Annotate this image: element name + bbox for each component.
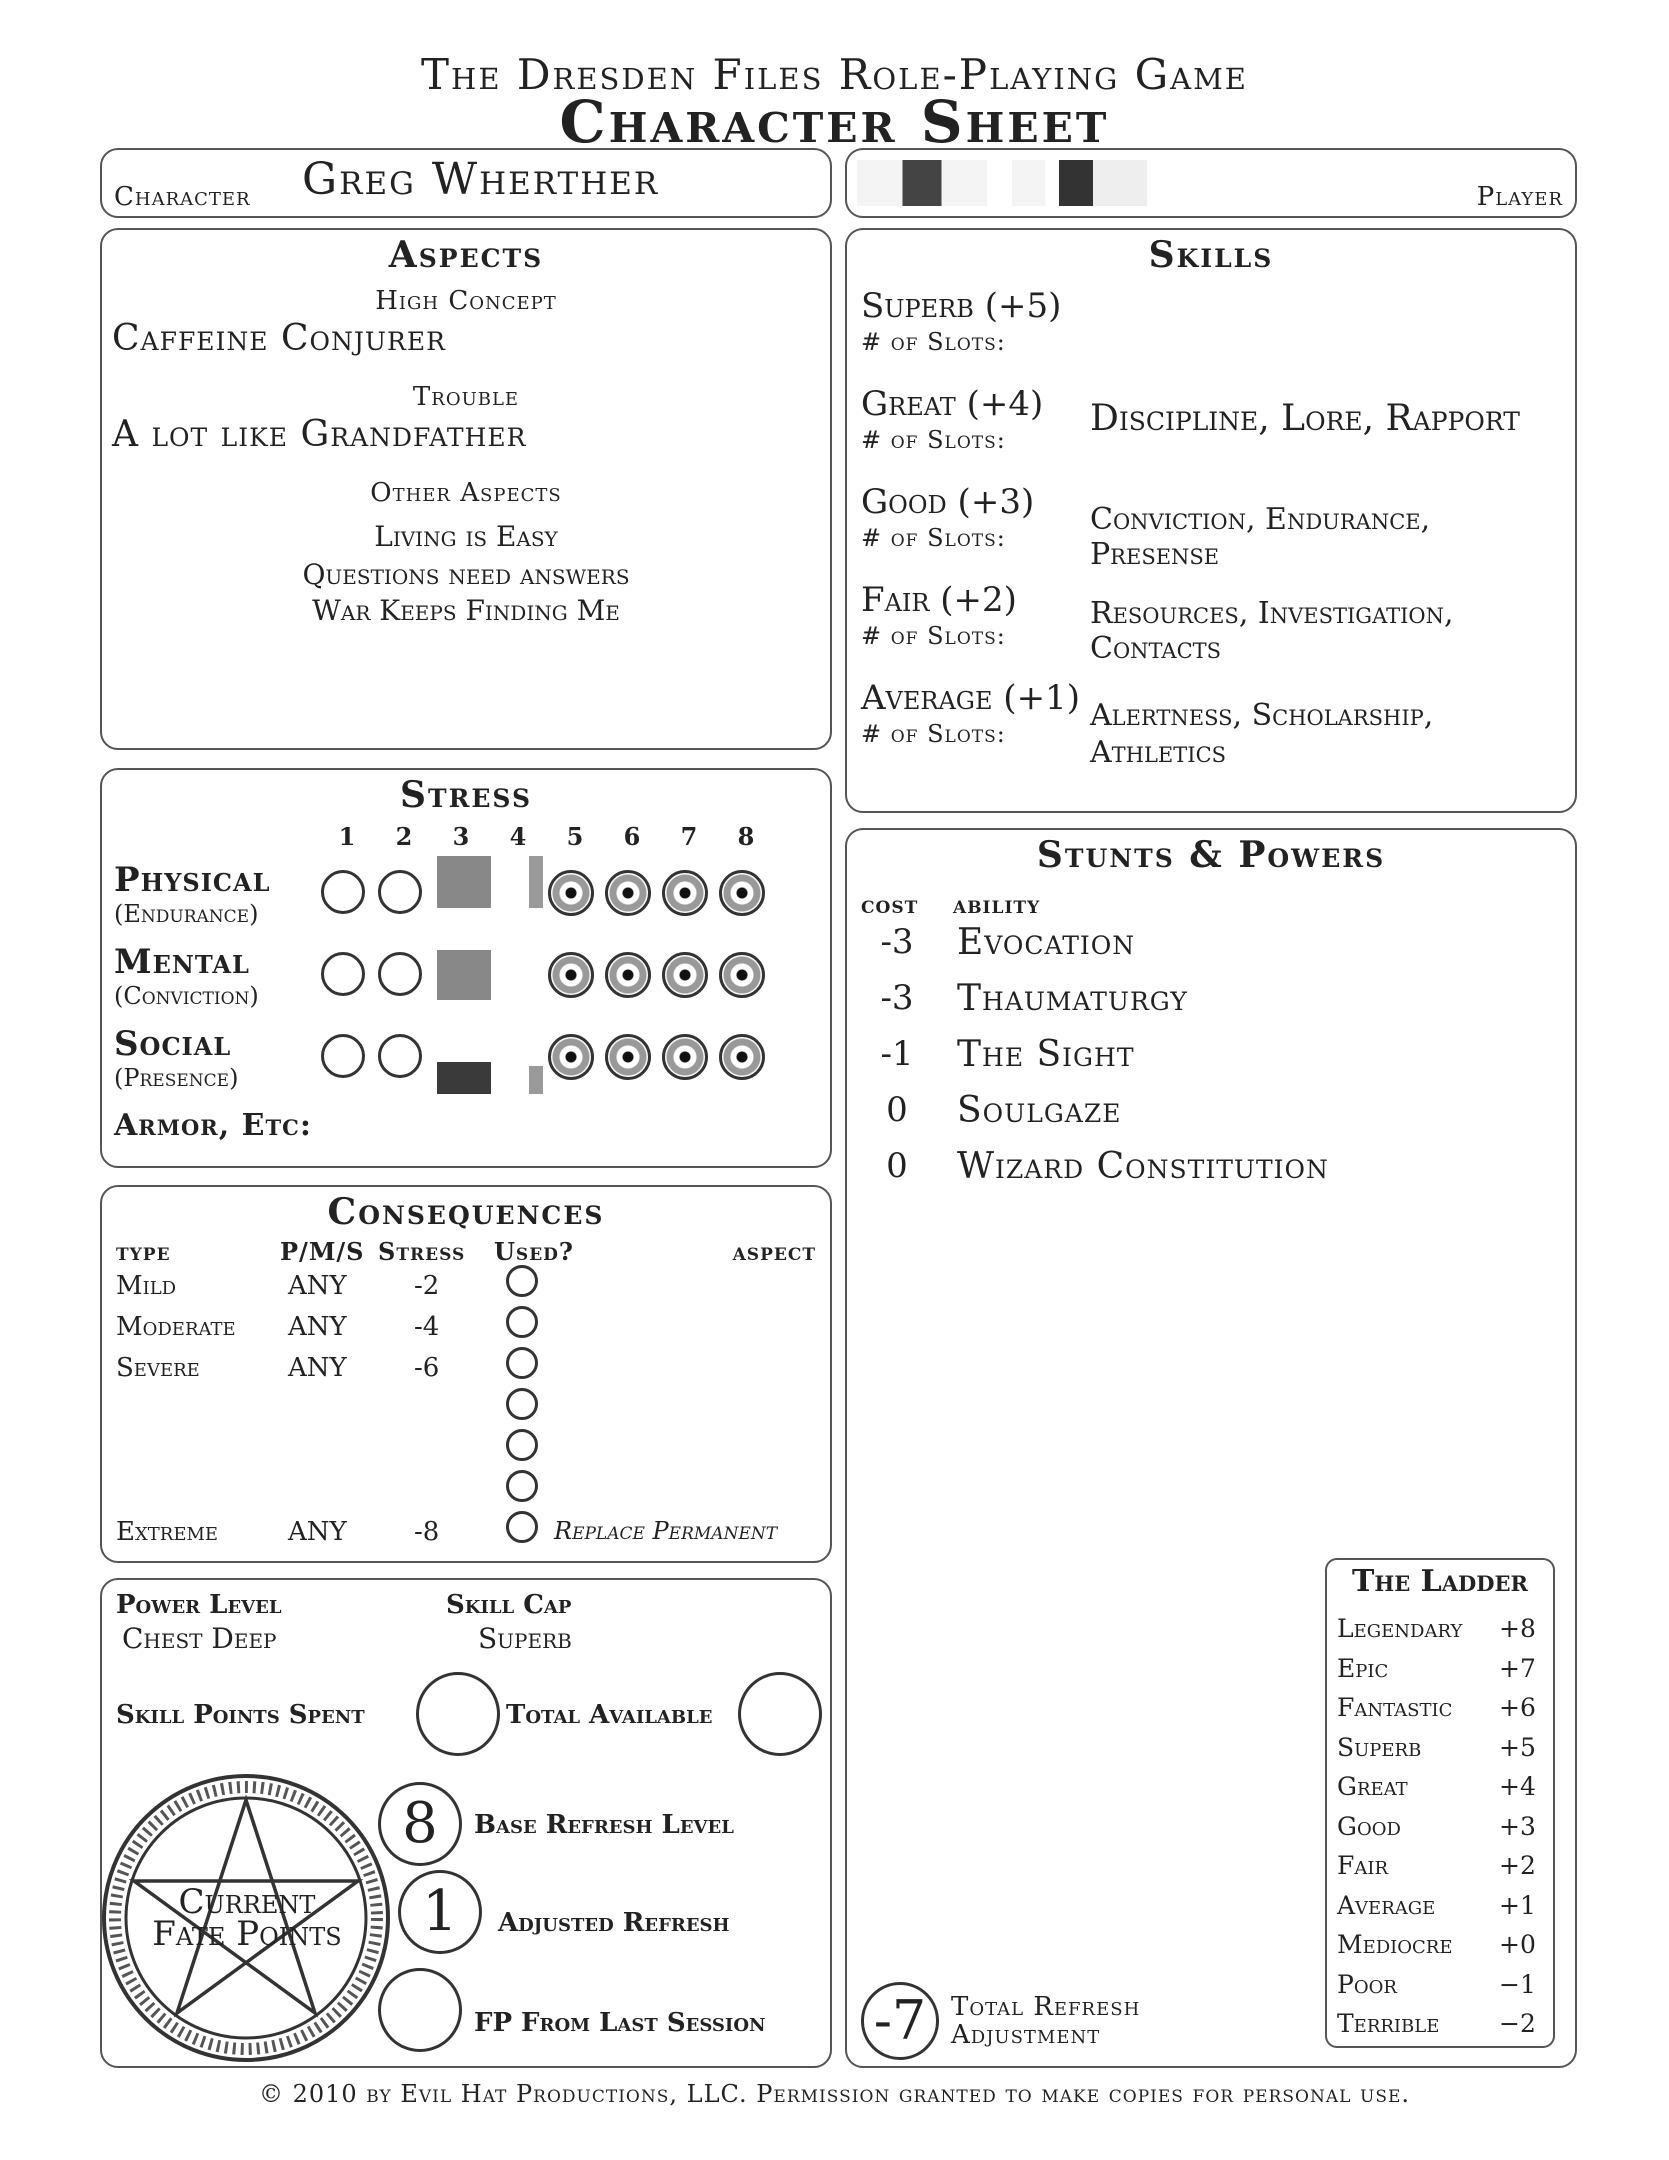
pms-header: P/M/S [280, 1237, 365, 1266]
consequence-type: Extreme [116, 1517, 219, 1547]
stress-box-unavailable [719, 952, 765, 998]
stress-track-skill: (Endurance) [114, 900, 259, 928]
other-aspect[interactable]: Living is Easy [374, 520, 558, 553]
stress-box-unavailable [719, 1034, 765, 1080]
consequence-used-circle[interactable] [506, 1429, 538, 1461]
redacted-block [857, 160, 987, 206]
total-refresh-circle[interactable] [861, 1982, 939, 2060]
stress-box-unavailable [605, 952, 651, 998]
slots-label: # of Slots: [861, 622, 1006, 650]
high-concept-label: High Concept [375, 286, 557, 316]
stunt-name[interactable]: The Sight [957, 1034, 1135, 1075]
skill-list[interactable]: Alertness, Scholarship, Athletics [1090, 698, 1434, 770]
ladder-rung-name: Good [1337, 1811, 1401, 1841]
total-available-circle[interactable] [738, 1672, 822, 1756]
stress-box-unavailable [662, 952, 708, 998]
consequence-stress: -4 [414, 1312, 440, 1342]
fate-points-label: Fate Points [152, 1914, 342, 1954]
stress-box [100, 768, 832, 1168]
total-available-label: Total Available [506, 1700, 713, 1730]
stress-box-unavailable [548, 870, 594, 916]
consequence-used-circle[interactable] [506, 1470, 538, 1502]
ladder-box [1325, 1558, 1555, 2048]
aspects-title: Aspects [388, 234, 544, 276]
stunt-name[interactable]: Soulgaze [957, 1090, 1122, 1131]
stunt-cost[interactable]: -3 [880, 978, 914, 1018]
used-header: Used? [494, 1237, 574, 1266]
slots-label: # of Slots: [861, 720, 1006, 748]
ladder-rung-name: Terrible [1337, 2009, 1440, 2038]
replace-permanent-label: Replace Permanent [554, 1517, 778, 1545]
ladder-title: The Ladder [1352, 1564, 1528, 1599]
power-level-label: Power Level [116, 1590, 282, 1620]
stress-box-marked[interactable] [437, 856, 491, 908]
ladder-rung-value: +4 [1499, 1772, 1536, 1801]
stunt-name[interactable]: Evocation [957, 922, 1136, 963]
skills-title: Skills [1148, 234, 1274, 276]
fp-last-session-label: FP From Last Session [474, 2008, 766, 2038]
consequence-type: Moderate [116, 1312, 236, 1342]
ladder-rung-name: Fair [1337, 1851, 1389, 1880]
adjusted-refresh-circle[interactable] [398, 1870, 482, 1954]
consequence-type: Severe [116, 1353, 200, 1383]
fate-points-label: Current [178, 1882, 316, 1922]
stunt-name[interactable]: Thaumaturgy [957, 978, 1188, 1019]
redacted-block [1012, 160, 1147, 206]
stress-box-unavailable [662, 1034, 708, 1080]
ladder-rung-value: +2 [1499, 1851, 1536, 1880]
base-refresh-value: 8 [402, 1791, 438, 1856]
stress-track-name: Social [114, 1024, 232, 1064]
stress-track-name: Mental [114, 942, 250, 982]
ladder-rung-value: +0 [1499, 1930, 1536, 1959]
consequence-pms: ANY [288, 1353, 347, 1383]
character-name[interactable]: Greg Wherther [302, 154, 660, 205]
consequence-pms: ANY [288, 1271, 347, 1301]
ladder-rung-value: +6 [1499, 1693, 1536, 1722]
stress-title: Stress [400, 774, 532, 816]
stress-box-unavailable [605, 1034, 651, 1080]
consequence-used-circle[interactable] [506, 1511, 538, 1543]
adjusted-refresh-value: 1 [422, 1879, 458, 1944]
consequences-box [100, 1185, 832, 1563]
consequence-stress: -6 [414, 1353, 440, 1383]
consequence-used-circle[interactable] [506, 1265, 538, 1297]
skill-tier-name: Great (+4) [861, 384, 1044, 424]
skill-list[interactable]: Conviction, Endurance, Presense [1090, 502, 1431, 572]
skill-tier-name: Average (+1) [861, 678, 1080, 718]
stress-column-number: 5 [566, 822, 584, 851]
ladder-rung-value: +7 [1499, 1653, 1536, 1683]
stress-box-empty[interactable] [378, 1034, 422, 1078]
consequence-stress: -8 [414, 1517, 440, 1547]
stress-box-unavailable [662, 870, 708, 916]
base-refresh-circle[interactable] [378, 1782, 462, 1866]
stress-box-marked[interactable] [437, 1062, 491, 1094]
stress-track-skill: (Presence) [114, 1064, 239, 1092]
stress-box-unavailable [719, 870, 765, 916]
ladder-rung-name: Superb [1337, 1732, 1422, 1762]
ladder-rung-value: +1 [1499, 1890, 1536, 1920]
total-refresh-label: Total Refresh [951, 1992, 1141, 2022]
stunts-box [845, 828, 1577, 2068]
stress-column-number: 1 [338, 822, 356, 851]
slots-label: # of Slots: [861, 426, 1006, 454]
ladder-rung-name: Average [1337, 1890, 1436, 1920]
stress-box-marked[interactable] [529, 1066, 543, 1094]
trouble-value[interactable]: A lot like Grandfather [112, 414, 527, 455]
stress-box-empty[interactable] [321, 952, 365, 996]
stress-box-empty[interactable] [378, 870, 422, 914]
ladder-rung-name: Great [1337, 1772, 1408, 1801]
other-aspect[interactable]: Questions need answers [302, 558, 630, 591]
skill-list[interactable]: Discipline, Lore, Rapport [1090, 398, 1520, 439]
base-refresh-label: Base Refresh Level [474, 1810, 734, 1840]
ladder-rung-value: −1 [1499, 1969, 1536, 1999]
stress-track-name: Physical [114, 860, 271, 900]
ladder-rung-name: Epic [1337, 1653, 1389, 1683]
slots-label: # of Slots: [861, 328, 1006, 356]
consequence-used-circle[interactable] [506, 1388, 538, 1420]
stress-column-number: 2 [395, 822, 413, 851]
total-refresh-value: -7 [873, 1989, 927, 2052]
type-header: type [116, 1237, 171, 1266]
stress-box-unavailable [548, 952, 594, 998]
stress-column-number: 8 [737, 822, 755, 851]
consequence-pms: ANY [288, 1517, 347, 1547]
stunt-name[interactable]: Wizard Constitution [957, 1146, 1329, 1187]
skill-cap-value[interactable]: Superb [478, 1622, 572, 1655]
consequence-pms: ANY [288, 1312, 347, 1342]
stunt-cost[interactable]: 0 [886, 1146, 908, 1186]
ladder-rung-name: Legendary [1337, 1614, 1463, 1643]
power-level-value[interactable]: Chest Deep [122, 1622, 277, 1655]
stress-column-number: 3 [452, 822, 470, 851]
skill-tier-name: Superb (+5) [861, 286, 1062, 326]
stress-header: Stress [378, 1237, 466, 1266]
total-refresh-label: Adjustment [951, 2020, 1101, 2050]
stress-column-number: 6 [623, 822, 641, 851]
power-box [100, 1578, 832, 2068]
consequences-title: Consequences [327, 1191, 605, 1233]
stress-column-number: 4 [509, 822, 527, 851]
consequence-type: Mild [116, 1271, 177, 1301]
consequence-stress: -2 [414, 1271, 440, 1301]
ladder-rung-name: Mediocre [1337, 1930, 1453, 1959]
stress-track-skill: (Conviction) [114, 982, 259, 1010]
high-concept-value[interactable]: Caffeine Conjurer [112, 318, 446, 359]
other-aspects-label: Other Aspects [370, 478, 562, 508]
stress-box-marked[interactable] [437, 950, 491, 1000]
player-label: Player [1476, 182, 1563, 212]
stress-box-empty[interactable] [321, 870, 365, 914]
stunt-cost[interactable]: -3 [880, 922, 914, 962]
ladder-rung-name: Poor [1337, 1969, 1397, 1999]
skills-box [845, 228, 1577, 813]
ability-header: ability [953, 890, 1041, 919]
ladder-rung-value: +8 [1499, 1614, 1536, 1643]
armor-label: Armor, Etc: [114, 1108, 312, 1143]
aspect-header: aspect [732, 1237, 816, 1266]
stress-column-number: 7 [680, 822, 698, 851]
ladder-rung-value: +5 [1499, 1732, 1536, 1762]
game-title: The Dresden Files Role-Playing Game [421, 50, 1248, 99]
player-box [845, 148, 1577, 218]
skill-cap-label: Skill Cap [446, 1590, 572, 1620]
stress-box-unavailable [548, 1034, 594, 1080]
stress-box-unavailable [605, 870, 651, 916]
stress-box-marked[interactable] [529, 856, 543, 908]
consequence-used-circle[interactable] [506, 1306, 538, 1338]
stress-box-empty[interactable] [378, 952, 422, 996]
adjusted-refresh-label: Adjusted Refresh [498, 1908, 730, 1938]
copyright: © 2010 by Evil Hat Productions, LLC. Permission granted to make copies for personal use. [258, 2080, 1411, 2108]
aspects-box [100, 228, 832, 750]
stunt-cost[interactable]: -1 [880, 1034, 914, 1074]
other-aspect[interactable]: War Keeps Finding Me [312, 594, 620, 627]
consequence-used-circle[interactable] [506, 1347, 538, 1379]
trouble-label: Trouble [412, 382, 520, 412]
stunt-cost[interactable]: 0 [886, 1090, 908, 1130]
stress-box-empty[interactable] [321, 1034, 365, 1078]
slots-label: # of Slots: [861, 524, 1006, 552]
fp-last-session-circle[interactable] [378, 1968, 462, 2052]
skill-list[interactable]: Resources, Investigation, Contacts [1090, 596, 1454, 666]
ladder-rung-name: Fantastic [1337, 1693, 1453, 1722]
skill-tier-name: Good (+3) [861, 482, 1035, 522]
stunts-title: Stunts & Powers [1036, 834, 1386, 876]
character-box [100, 148, 832, 218]
sheet-title: Character Sheet [559, 88, 1110, 156]
skill-points-label: Skill Points Spent [116, 1700, 365, 1730]
character-label: Character [114, 182, 251, 212]
skill-points-circle[interactable] [416, 1672, 500, 1756]
skill-tier-name: Fair (+2) [861, 580, 1017, 620]
ladder-rung-value: +3 [1499, 1811, 1536, 1841]
cost-header: cost [861, 890, 919, 919]
ladder-rung-value: −2 [1499, 2009, 1536, 2038]
